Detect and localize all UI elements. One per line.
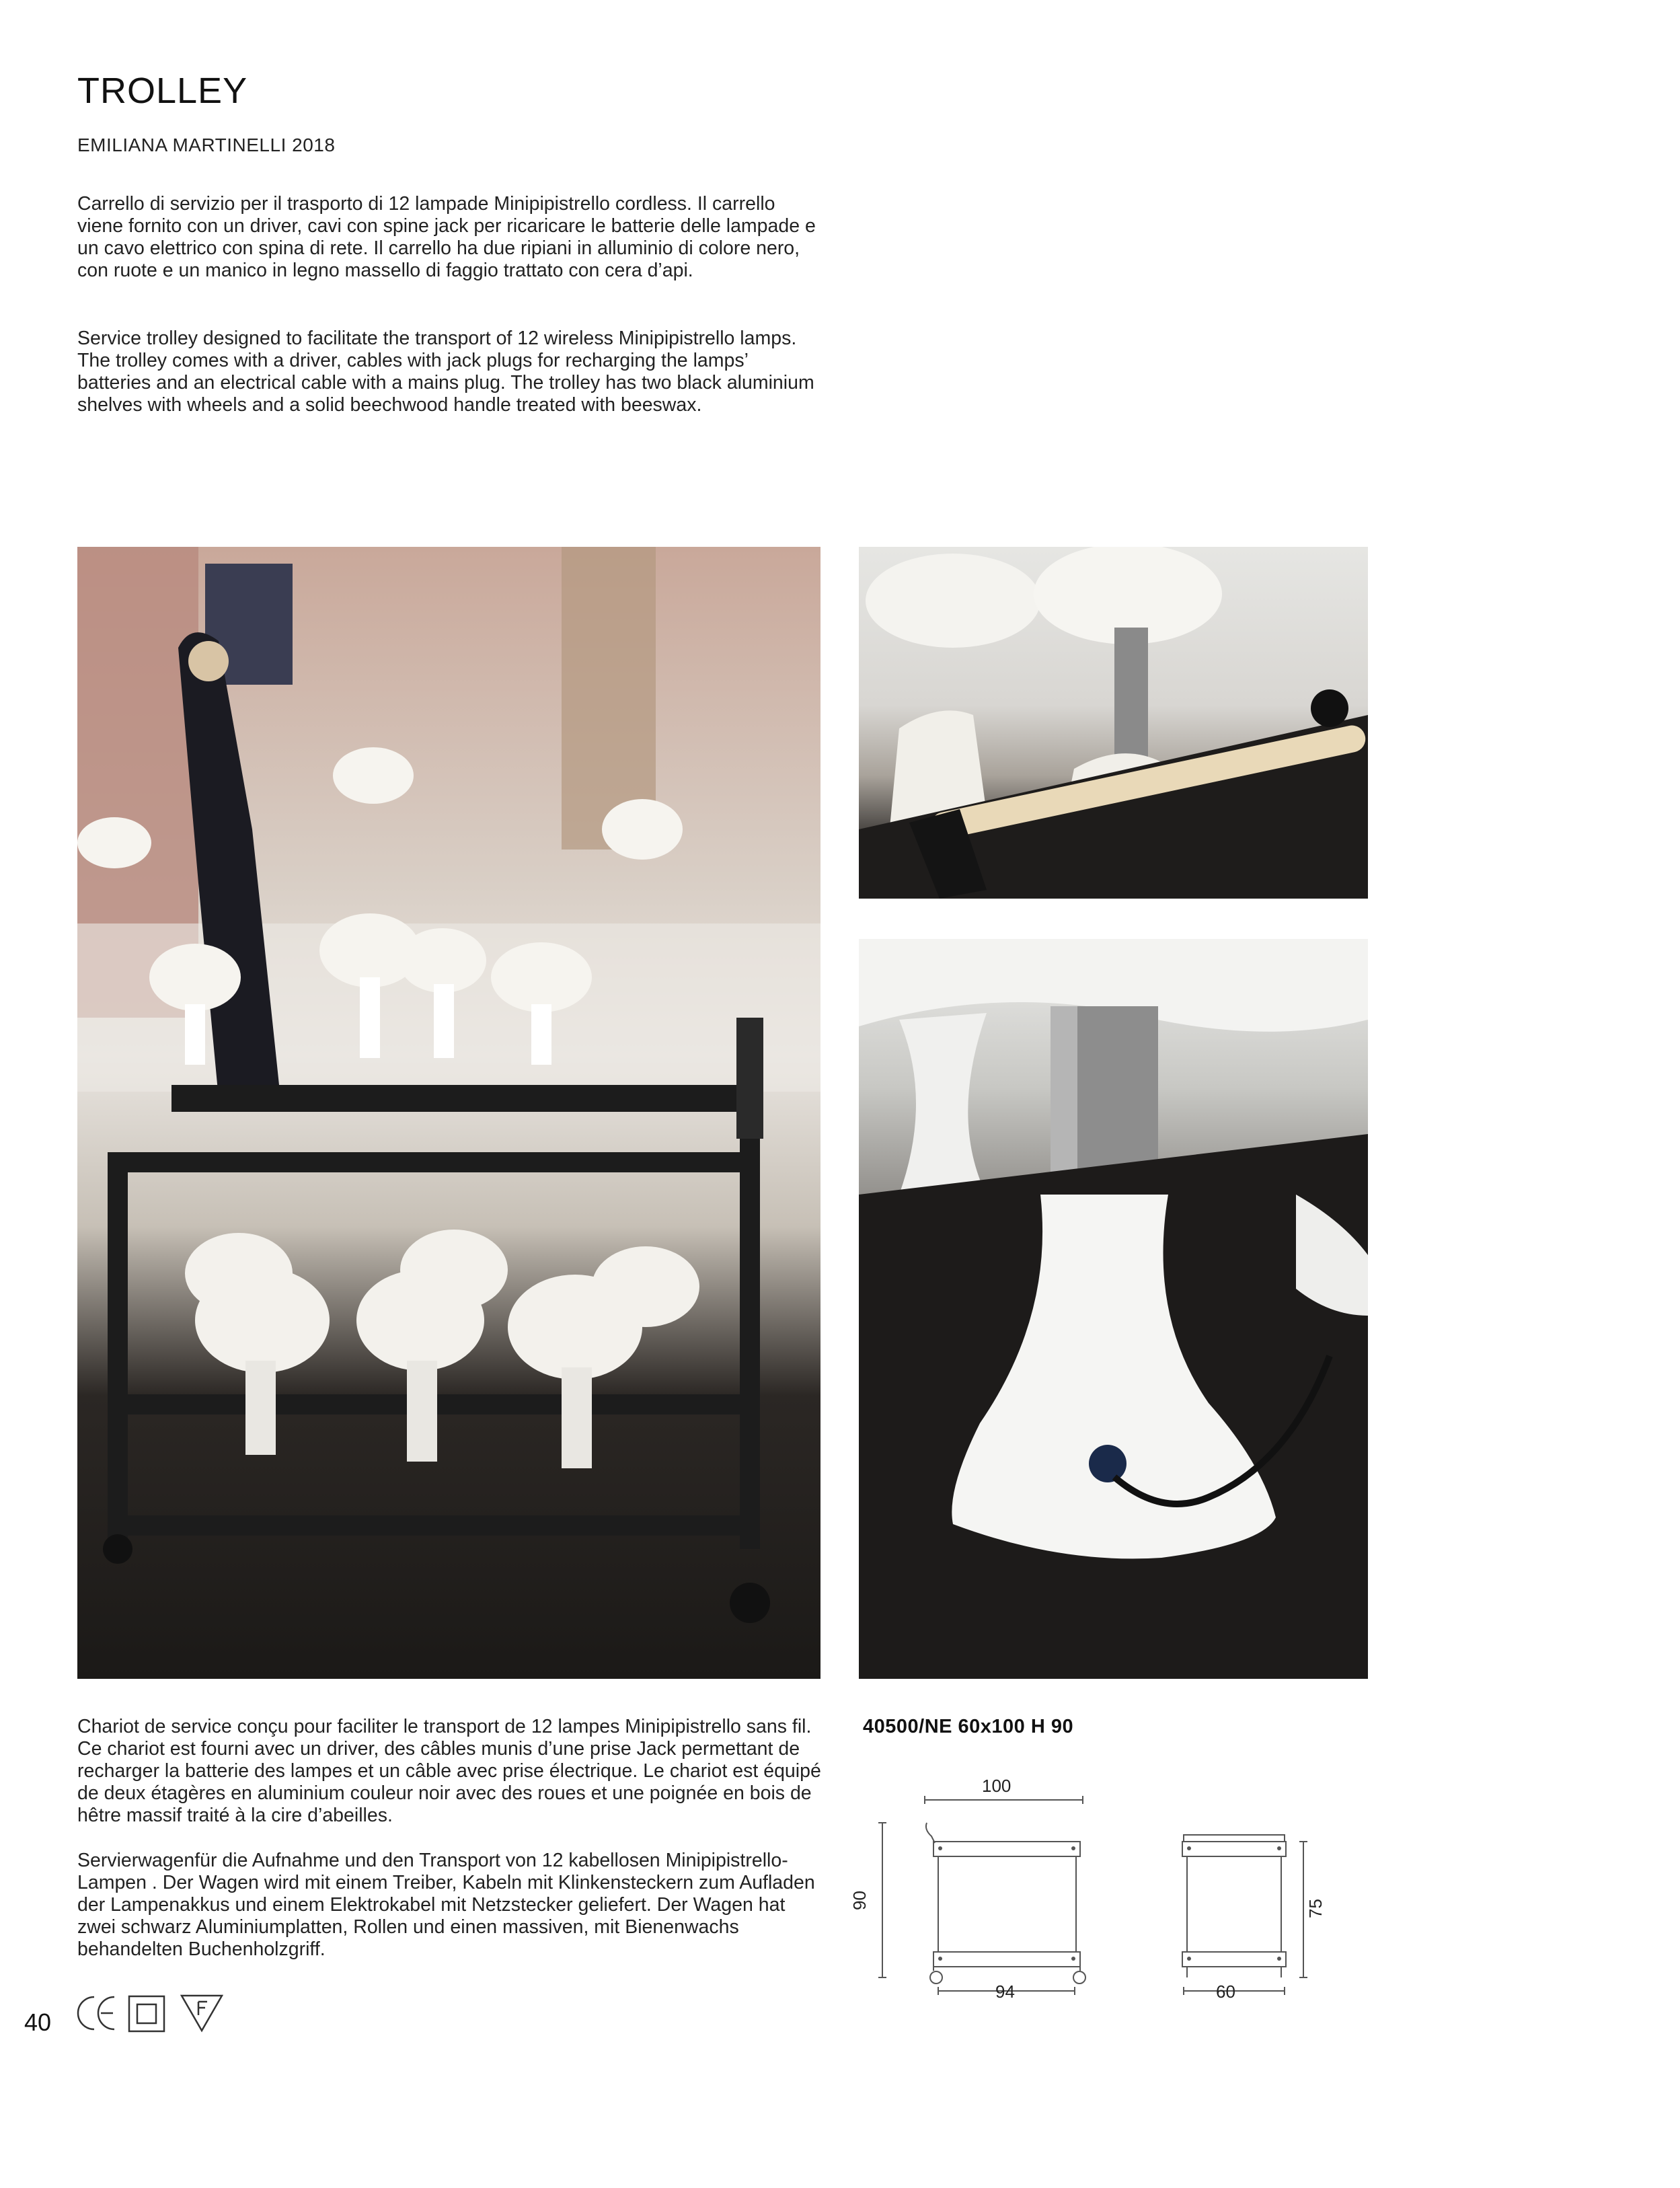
dimension-depth-bottom: 60	[1216, 1982, 1235, 2002]
page-title: TROLLEY	[77, 71, 248, 111]
description-italian: Carrello di servizio per il trasporto di 12 lampade Minipipistrello cordless. Il carrello viene fornito con un driver, cavi con spine jack per ricaricare le batterie delle lampade e un cavo elettrico con spina di rete. Il carrello ha due ripiani in alluminio di colore nero, con ruote e un manico in legno massello di faggio trattato con cera d’api.	[77, 193, 816, 281]
description-french: Chariot de service conçu pour faciliter le transport de 12 lampes Minipipistrello sans fil. Ce chariot est fourni avec un driver, des câbles munis d’une prise Jack permettant de recharger la batterie des lampes et un câble avec prise électrique. Le chariot est équipé de deux étagères en aluminium couleur noir avec des roues et une poignée en bois de hêtre massif traité à la cire d’abeilles.	[77, 1716, 821, 1826]
ce-mark-icon	[75, 1993, 117, 2033]
handle-detail-photo	[859, 547, 1368, 899]
trolley-main-photo	[77, 547, 820, 1679]
lamp-base-detail-photo	[859, 939, 1368, 1679]
product-code: 40500/NE 60x100 H 90	[863, 1716, 1074, 1737]
class-ii-icon	[128, 1995, 165, 2033]
dimension-height-left: 90	[849, 1891, 870, 1910]
description-german: Servierwagenfür die Aufnahme und den Transport von 12 kabellosen Minipipistrello-Lampen . Der Wagen wird mit einem Treiber, Kabeln mit Klinkensteckern zum Aufladen der Lampenakkus und einem Elektrokabel mit Netzstecker geliefert. Der Wagen hat zwei schwarz Aluminiumplatten, Rollen und einen massiven, mit Bienenwachs behandelten Buchenholzgriff.	[77, 1850, 815, 1960]
dimension-width-top: 100	[982, 1776, 1011, 1796]
description-english: Service trolley designed to facilitate the transport of 12 wireless Minipipistrello lamps. The trolley comes with a driver, cables with jack plugs for recharging the lamps’ batteries and an electrical cable with a mains plug. The trolley has two black aluminium shelves with wheels and a solid beechwood handle treated with beeswax.	[77, 328, 814, 416]
page-number: 40	[24, 2008, 52, 2036]
designer-credit: EMILIANA MARTINELLI 2018	[77, 135, 336, 155]
f-mark-icon	[180, 1994, 223, 2033]
dimension-height-right: 75	[1305, 1899, 1326, 1918]
technical-drawing	[849, 1776, 1338, 2004]
dimension-width-bottom: 94	[995, 1982, 1015, 2002]
